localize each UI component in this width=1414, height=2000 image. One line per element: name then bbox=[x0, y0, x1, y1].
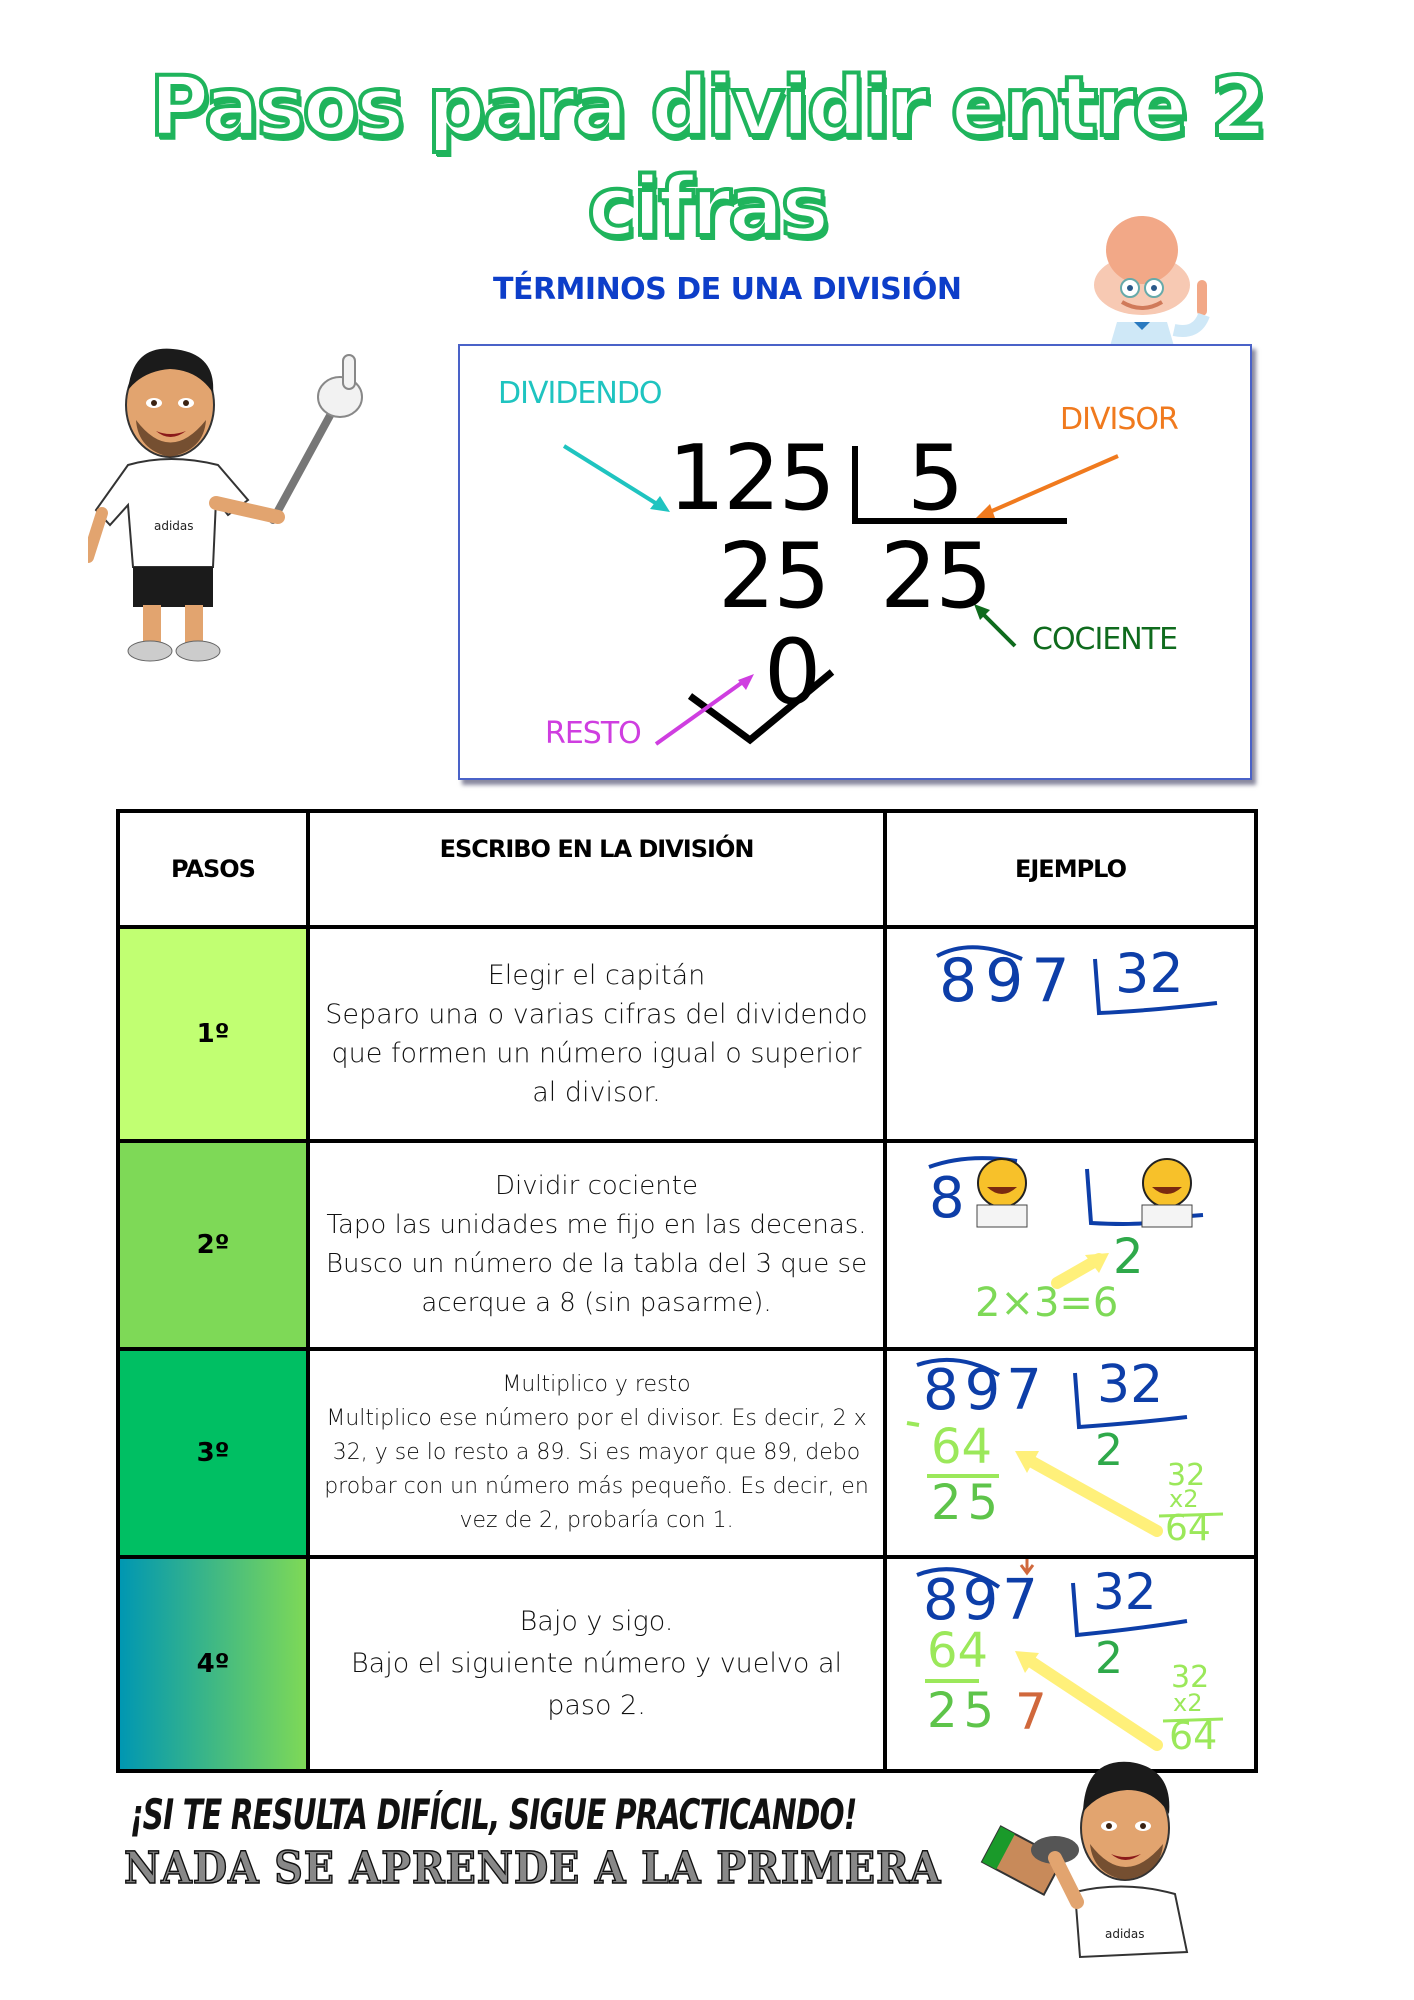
quotient-number: 25 bbox=[880, 524, 991, 629]
svg-text:adidas: adidas bbox=[154, 519, 194, 533]
example-quotient: 2 bbox=[1095, 1425, 1123, 1476]
step-body: Tapo las unidades me fijo en las decenas. Busco un número de la tabla del 3 que se acerque a 8 (sin pasarme). bbox=[325, 1210, 868, 1318]
example-cell bbox=[885, 927, 1256, 1141]
divisor-number: 5 bbox=[907, 426, 963, 531]
description-cell bbox=[308, 1349, 885, 1557]
header-ejemplo: EJEMPLO bbox=[885, 811, 1256, 927]
aux-result: 64 bbox=[1169, 1714, 1218, 1758]
footer-slogan: NADA SE APRENDE A LA PRIMERA bbox=[124, 1843, 942, 1894]
step-heading: Dividir cociente bbox=[495, 1171, 698, 1201]
aux-mult: x2 bbox=[1173, 1689, 1203, 1717]
step-body: Bajo el siguiente número y vuelvo al paso 2. bbox=[350, 1648, 843, 1721]
aux-top: 32 bbox=[1171, 1660, 1210, 1695]
example-cell bbox=[885, 1349, 1256, 1557]
aux-result: 64 bbox=[1165, 1508, 1211, 1549]
step-body: Separo una o varias cifras del dividendo que formen un número igual o superior al divisor. bbox=[325, 998, 868, 1109]
example-divisor: 32 bbox=[1093, 1563, 1157, 1621]
step-number: 4º bbox=[196, 1649, 230, 1679]
label-dividendo: DIVIDENDO bbox=[498, 376, 662, 411]
table-row bbox=[118, 1349, 1256, 1557]
example-dividend: 897 bbox=[939, 946, 1078, 1016]
example-subtract: 64 bbox=[927, 1623, 989, 1679]
avatar-pointer-illustration bbox=[88, 335, 373, 665]
step-heading: Bajo y sigo. bbox=[519, 1606, 674, 1638]
label-resto: RESTO bbox=[545, 716, 641, 751]
dividend-number: 125 bbox=[668, 426, 834, 531]
header-escribo: ESCRIBO EN LA DIVISIÓN bbox=[308, 811, 885, 927]
page-title: Pasos para dividir entre 2 cifras bbox=[149, 60, 1265, 255]
table-row bbox=[118, 927, 1256, 1141]
partial-number: 25 bbox=[718, 524, 829, 629]
example-subtract: 64 bbox=[931, 1419, 993, 1475]
footer-motivation: ¡SI TE RESULTA DIFÍCIL, SIGUE PRACTICANDO! bbox=[130, 1790, 857, 1839]
professor-illustration bbox=[1092, 210, 1232, 346]
step-number: 2º bbox=[196, 1230, 230, 1260]
example-divisor: 32 bbox=[1097, 1355, 1164, 1415]
example-dividend-visible: 8 bbox=[929, 1166, 965, 1231]
example-brought-down: 7 bbox=[1015, 1683, 1047, 1741]
svg-text:adidas: adidas bbox=[1105, 1927, 1145, 1941]
example-quotient: 2 bbox=[1113, 1229, 1144, 1285]
remainder-number: 0 bbox=[764, 620, 820, 725]
description-cell bbox=[308, 927, 885, 1141]
aux-top: 32 bbox=[1167, 1458, 1206, 1493]
division-terms-diagram bbox=[458, 344, 1252, 780]
step-cell bbox=[118, 927, 308, 1141]
step-cell bbox=[118, 1557, 308, 1771]
table-row bbox=[118, 1557, 1256, 1771]
step-body: Multiplico ese número por el divisor. Es decir, 2 x 32, y se lo resto a 89. Si es mayor que 89, debo probar con un número más pequeño. Es decir, en vez de 2, probaría con 1. bbox=[324, 1405, 869, 1534]
example-dividend: 897 bbox=[923, 1568, 1042, 1633]
description-cell bbox=[308, 1141, 885, 1349]
step-heading: Multiplico y resto bbox=[502, 1371, 691, 1397]
example-quotient: 2 bbox=[1095, 1633, 1123, 1684]
label-divisor: DIVISOR bbox=[1060, 402, 1178, 437]
aux-mult: x2 bbox=[1169, 1485, 1199, 1513]
example-dividend: 897 bbox=[923, 1358, 1048, 1423]
table-row bbox=[118, 1141, 1256, 1349]
example-remainder: 25 bbox=[927, 1683, 1001, 1739]
step-heading: Elegir el capitán bbox=[487, 959, 706, 991]
header-pasos: PASOS bbox=[118, 811, 308, 927]
step-number: 1º bbox=[196, 1019, 230, 1049]
avatar-stamp-illustration bbox=[975, 1752, 1195, 1967]
step-cell bbox=[118, 1141, 308, 1349]
example-cell bbox=[885, 1557, 1256, 1771]
step-number: 3º bbox=[196, 1438, 230, 1468]
example-note: 2×3=6 bbox=[975, 1280, 1119, 1326]
terms-heading: TÉRMINOS DE UNA DIVISIÓN bbox=[493, 272, 962, 307]
steps-table bbox=[116, 809, 1258, 1773]
table-header-row bbox=[118, 811, 1256, 927]
description-cell bbox=[308, 1557, 885, 1771]
label-cociente: COCIENTE bbox=[1032, 622, 1178, 657]
example-cell bbox=[885, 1141, 1256, 1349]
example-remainder: 25 bbox=[931, 1475, 1005, 1531]
step-cell bbox=[118, 1349, 308, 1557]
example-divisor: 32 bbox=[1115, 942, 1184, 1005]
